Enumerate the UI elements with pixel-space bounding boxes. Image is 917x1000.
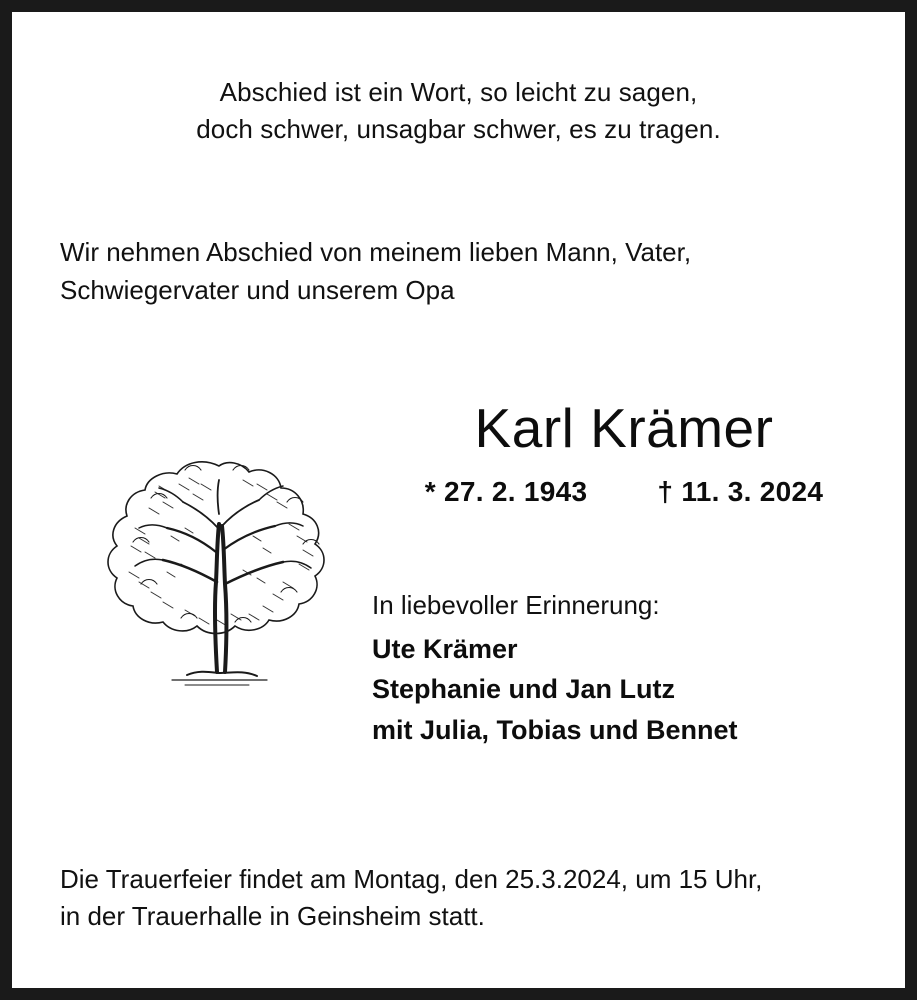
- obituary-card: [12, 12, 905, 988]
- family-member-2: Stephanie und Jan Lutz: [372, 674, 676, 705]
- intro-line-2: Schwiegervater und unserem Opa: [60, 274, 455, 305]
- intro-line-1: Wir nehmen Abschied von meinem lieben Mann, Vater,: [60, 237, 692, 267]
- family-list: [364, 629, 884, 751]
- intro-block: [60, 234, 691, 309]
- life-dates: [364, 476, 884, 508]
- deceased-name: Karl Krämer: [474, 397, 774, 459]
- birth-date: * 27. 2. 1943: [424, 475, 588, 507]
- poem-line-1: Abschied ist ein Wort, so leicht zu sagen,: [219, 77, 698, 107]
- poem-block: [12, 74, 905, 148]
- service-details: [60, 861, 762, 936]
- service-line-1: Die Trauerfeier findet am Montag, den 25.3.2024, um 15 Uhr,: [60, 863, 763, 894]
- deceased-block: [364, 397, 884, 750]
- family-member-1: Ute Krämer: [372, 633, 518, 664]
- memory-label: In liebevoller Erinnerung:: [372, 589, 660, 620]
- poem-line-2: doch schwer, unsagbar schwer, es zu tragen.: [196, 113, 721, 144]
- tree-illustration: [67, 432, 357, 702]
- family-member-3: mit Julia, Tobias und Bennet: [372, 714, 738, 745]
- service-line-2: in der Trauerhalle in Geinsheim statt.: [60, 901, 485, 932]
- death-date: † 11. 3. 2024: [657, 475, 824, 507]
